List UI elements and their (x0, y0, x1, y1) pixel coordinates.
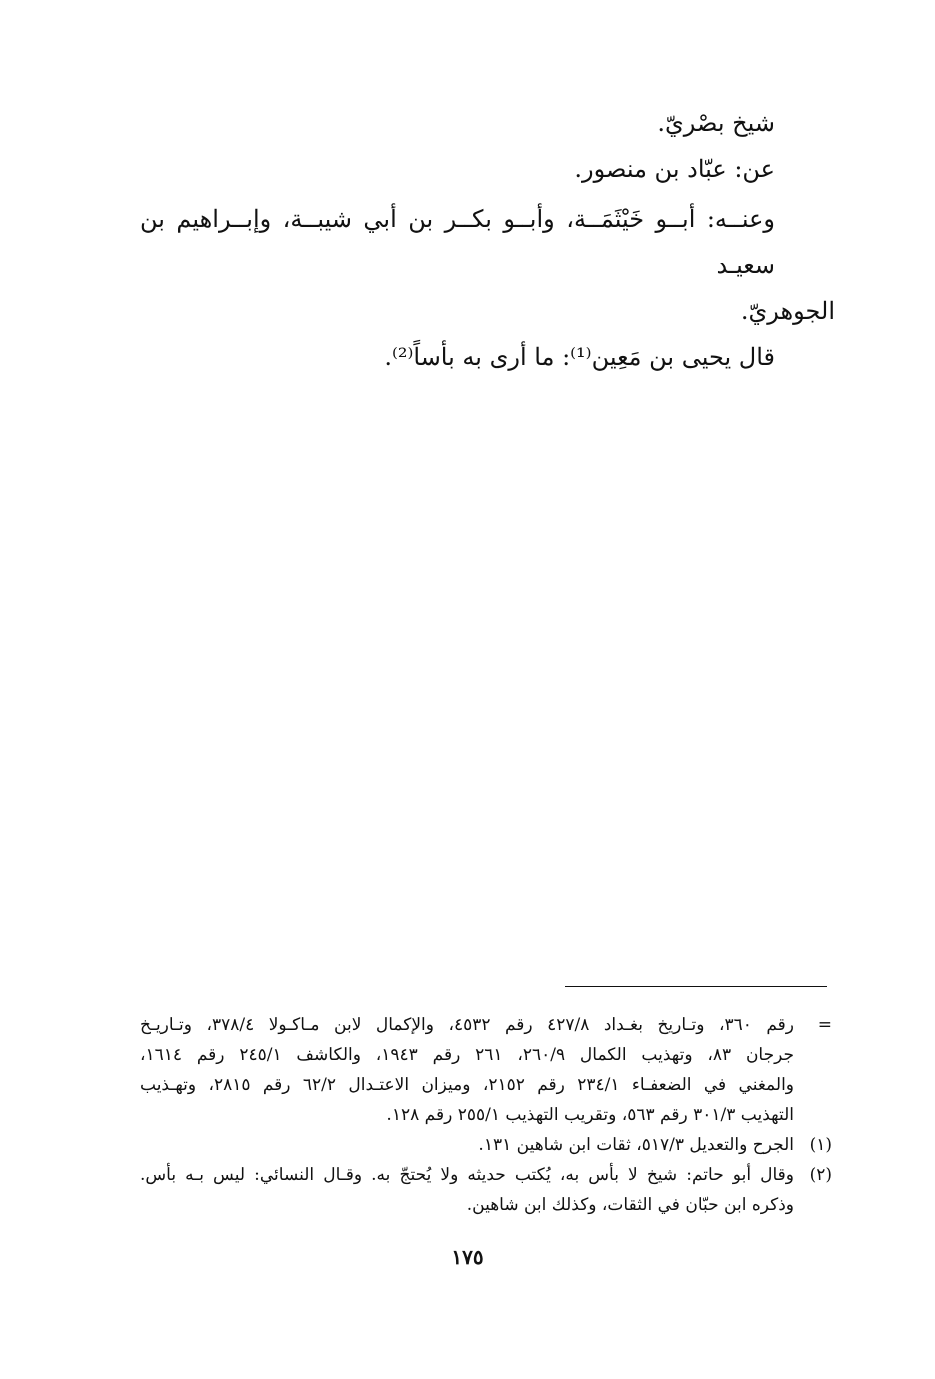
main-line-2: عن: عبّاد بن منصور. (574, 155, 775, 183)
footnote-line: جرجان ٨٣، وتهذيب الكمال ٢٦٠/٩، ٢٦١ رقم ١٩٤٣، والكاشف ٢٤٥/١ رقم ١٦١٤، (140, 1045, 795, 1065)
main-text (140, 100, 835, 380)
footnote-line: التهذيب ٣٠١/٣ رقم ٥٦٣، وتقريب التهذيب ٢٥٥/١ رقم ١٢٨. (386, 1105, 794, 1125)
footnote-marker: (١) (809, 1135, 832, 1155)
main-line-3b: الجوهريّ. (740, 297, 835, 325)
footnote-line: الجرح والتعديل ٥١٧/٣، ثقات ابن شاهين ١٣١. (478, 1135, 794, 1155)
main-line-1: شيخ بصْريّ. (657, 109, 775, 137)
footnote-marker: (٢) (809, 1165, 832, 1185)
footnote-separator (565, 986, 827, 987)
main-line-4: قال يحيى بن مَعِين⁽¹⁾: ما أرى به بأساً⁽²⁾. (384, 343, 775, 371)
page-number: ١٧٥ (451, 1245, 484, 1269)
footnote-line: وقال أبو حاتم: شيخ لا بأس به، يُكتب حديثه ولا يُحتجّ به. وقـال النسائي: ليس بـه بأس. (140, 1165, 794, 1185)
footnotes (140, 1010, 832, 1220)
footnote-1 (140, 1130, 832, 1160)
footnote-line: والمغني في الضعفـاء ٢٣٤/١ رقم ٢١٥٢، وميزان الاعتـدال ٦٢/٢ رقم ٢٨١٥، وتهـذيب (140, 1075, 794, 1095)
footnote-2 (140, 1160, 832, 1220)
footnote-continued (140, 1010, 832, 1130)
footnote-line: وذكره ابن حبّان في الثقات، وكذلك ابن شاهين. (466, 1195, 794, 1215)
footnote-marker: = (817, 1015, 832, 1035)
footnote-line: رقم ٣٦٠، وتـاريخ بغـداد ٤٢٧/٨ رقم ٤٥٣٢، والإكمال لابن مـاكـولا ٣٧٨/٤، وتـاريـخ (140, 1015, 794, 1035)
main-line-3a: وعنــه: أبــو خَيْثَمَــة، وأبــو بكــر بن أبي شيبــة، وإبــراهيم بن سعيـد (140, 205, 775, 279)
